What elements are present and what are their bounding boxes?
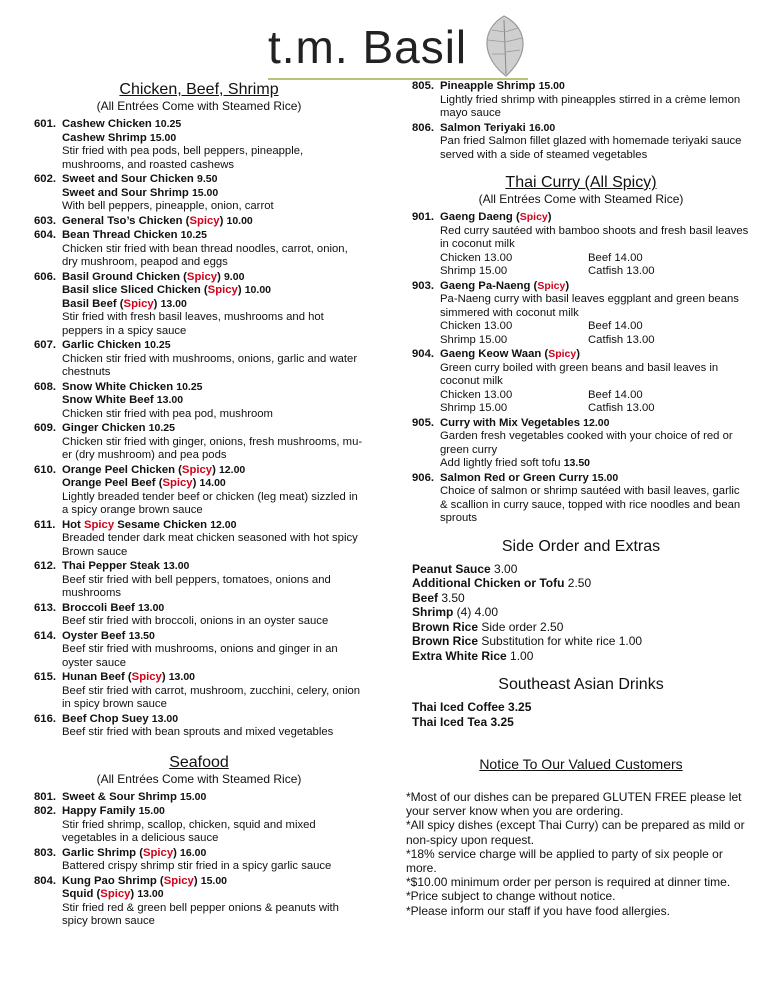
menu-item-607: 607. Garlic Chicken 10.25 Chicken stir fried with mushrooms, onions, garlic and water chestnuts — [34, 339, 358, 378]
section-subtitle: (All Entrées Come with Steamed Rice) — [96, 99, 302, 113]
extras-row: Extra White Rice 1.00 — [412, 648, 534, 663]
basil-leaf-icon — [476, 14, 532, 80]
extras-row: Brown Rice Side order 2.50 — [412, 619, 564, 634]
section-subtitle: (All Entrées Come with Steamed Rice) — [96, 771, 302, 786]
drink-item: Thai Iced Tea 3.25 — [412, 714, 514, 729]
section-title-seafood: Seafood — [169, 753, 229, 771]
right-column — [406, 80, 750, 918]
menu-item-905: 905. Curry with Mix Vegetables 12.00 Garden fresh vegetables cooked with your choice of red or green curry Add lightly fried soft tofu 13.50 — [412, 416, 733, 469]
extras-row: Peanut Sauce 3.00 — [412, 561, 518, 576]
notice-line: *Most of our dishes can be prepared GLUTEN FREE please let your server know when you are ordering. — [406, 790, 742, 819]
menu-item-612: 612. Thai Pepper Steak 13.00 Beef stir fried with bell peppers, tomatoes, onions and mushrooms — [34, 560, 331, 599]
section-title-drinks: Southeast Asian Drinks — [498, 676, 664, 693]
extras-row: Additional Chicken or Tofu 2.50 — [412, 576, 592, 590]
notice-line: *Price subject to change without notice. — [406, 889, 616, 904]
menu-item-906: 906. Salmon Red or Green Curry 15.00 Choice of salmon or shrimp sautéed with basil leaves, garlic & scallion in curry sauce, topped with rice noodles and bean sprouts — [412, 471, 741, 524]
menu-item-604: 604. Bean Thread Chicken 10.25 Chicken stir fried with bean thread noodles, carrot, onion, dry mushroom, peapod and eggs — [34, 229, 348, 268]
drink-item: Thai Iced Coffee 3.25 — [412, 700, 532, 714]
menu-item-805: 805. Pineapple Shrimp 15.00 Lightly fried shrimp with pineapples stirred in a crème lemon mayo sauce — [412, 80, 741, 119]
menu-item-803: 803. Garlic Shrimp (Spicy) 16.00 Battered crispy shrimp stir fried in a spicy garlic sauce — [34, 846, 332, 872]
notice-line: *18% service charge will be applied to party of six people or more. — [406, 846, 723, 876]
menu-item-901: 901. Gaeng Daeng (Spicy) Red curry sautéed with bamboo shoots and fresh basil leaves in coconut milk Chicken 13.00 Beef 14.00 Shrimp 15.00 Catfish 13.00 — [412, 211, 749, 277]
notice-line: *$10.00 minimum order per person is required at dinner time. — [406, 875, 731, 890]
extras-row: Beef 3.50 — [412, 590, 465, 605]
extras-list — [412, 562, 750, 664]
section-title-chicken: Chicken, Beef, Shrimp — [119, 81, 279, 98]
restaurant-logo — [268, 18, 538, 78]
notice-list — [406, 790, 750, 918]
left-column — [34, 80, 364, 930]
section-subtitle: (All Entrées Come with Steamed Rice) — [478, 192, 684, 206]
menu-item-616: 616. Beef Chop Suey 13.00 Beef stir fried with bean sprouts and mixed vegetables — [34, 712, 334, 738]
menu-item-613: 613. Broccoli Beef 13.00 Beef stir fried with broccoli, onions in an oyster sauce — [34, 601, 329, 627]
drinks-list — [412, 700, 750, 729]
menu-item-608: 608. Snow White Chicken 10.25 Snow White Beef 13.00 Chicken stir fried with pea pod, mushroom — [34, 380, 273, 420]
menu-item-903: 903. Gaeng Pa-Naeng (Spicy) Pa-Naeng curry with basil leaves eggplant and green beans simmered with coconut milk Chicken 13.00 Beef 14.00 Shrimp 15.00 Catfish 13.00 — [412, 279, 739, 346]
menu-item-611: 611. Hot Spicy Sesame Chicken 12.00 Breaded tender dark meat chicken seasoned with hot spicy Brown sauce — [34, 518, 358, 558]
notice-line: *Please inform our staff if you have food allergies. — [406, 903, 670, 918]
menu-item-904: 904. Gaeng Keow Waan (Spicy) Green curry boiled with green beans and basil leaves in coconut milk Chicken 13.00 Beef 14.00 Shrimp 15.00 Catfish 13.00 — [412, 348, 719, 414]
logo-text: t.m. Basil — [268, 21, 468, 73]
notice-title: Notice To Our Valued Customers — [479, 756, 683, 772]
menu-item-609: 609. Ginger Chicken 10.25 Chicken stir fried with ginger, onions, fresh mushrooms, mu-er (dry mushroom) and pea pods — [34, 422, 363, 461]
section-title-extras: Side Order and Extras — [501, 537, 661, 555]
menu-item-614: 614. Oyster Beef 13.50 Beef stir fried with mushrooms, onions and ginger in an oyster sauce — [34, 629, 338, 669]
section-title-curry: Thai Curry (All Spicy) — [505, 174, 657, 191]
menu-item-602: 602. Sweet and Sour Chicken 9.50 Sweet and Sour Shrimp 15.00 With bell peppers, pineapple, onion, carrot — [34, 173, 274, 212]
menu-item-804: 804. Kung Pao Shrimp (Spicy) 15.00 Squid (Spicy) 13.00 Stir fried red & green bell pepper onions & peanuts with spicy brown sauce — [34, 874, 339, 927]
menu-item-801: 801. Sweet & Sour Shrimp 15.00 — [34, 790, 207, 803]
menu-item-610: 610. Orange Peel Chicken (Spicy) 12.00 Orange Peel Beef (Spicy) 14.00 Lightly breaded tender beef or chicken (leg meat) sizzled in a spicy orange brown sauce — [34, 463, 358, 516]
notice-line: *All spicy dishes (except Thai Curry) can be prepared as mild or non-spicy upon request. — [406, 818, 745, 847]
extras-row: Brown Rice Substitution for white rice 1.00 — [412, 634, 643, 648]
menu-item-806: 806. Salmon Teriyaki 16.00 Pan fried Salmon fillet glazed with homemade teriyaki sauce served with a side of steamed vegetables — [412, 121, 742, 161]
menu-item-802: 802. Happy Family 15.00 Stir fried shrimp, scallop, chicken, squid and mixed vegetables in a delicious sauce — [34, 805, 316, 844]
extras-row: Shrimp (4) 4.00 — [412, 605, 499, 619]
menu-item-606: 606. Basil Ground Chicken (Spicy) 9.00 Basil slice Sliced Chicken (Spicy) 10.00 Basil Beef (Spicy) 13.00 Stir fried with fresh basil leaves, mushrooms and hot peppers in a spicy sauce — [34, 270, 324, 337]
menu-item-615: 615. Hunan Beef (Spicy) 13.00 Beef stir fried with carrot, mushroom, zucchini, celery, onion in spicy brown sauce — [34, 671, 361, 710]
menu-item-601: 601. Cashew Chicken 10.25 Cashew Shrimp 15.00 Stir fried with pea pods, bell peppers, pineapple, mushrooms, and roasted cashews — [34, 118, 304, 171]
menu-item-603: 603. General Tso’s Chicken (Spicy) 10.00 — [34, 214, 253, 227]
